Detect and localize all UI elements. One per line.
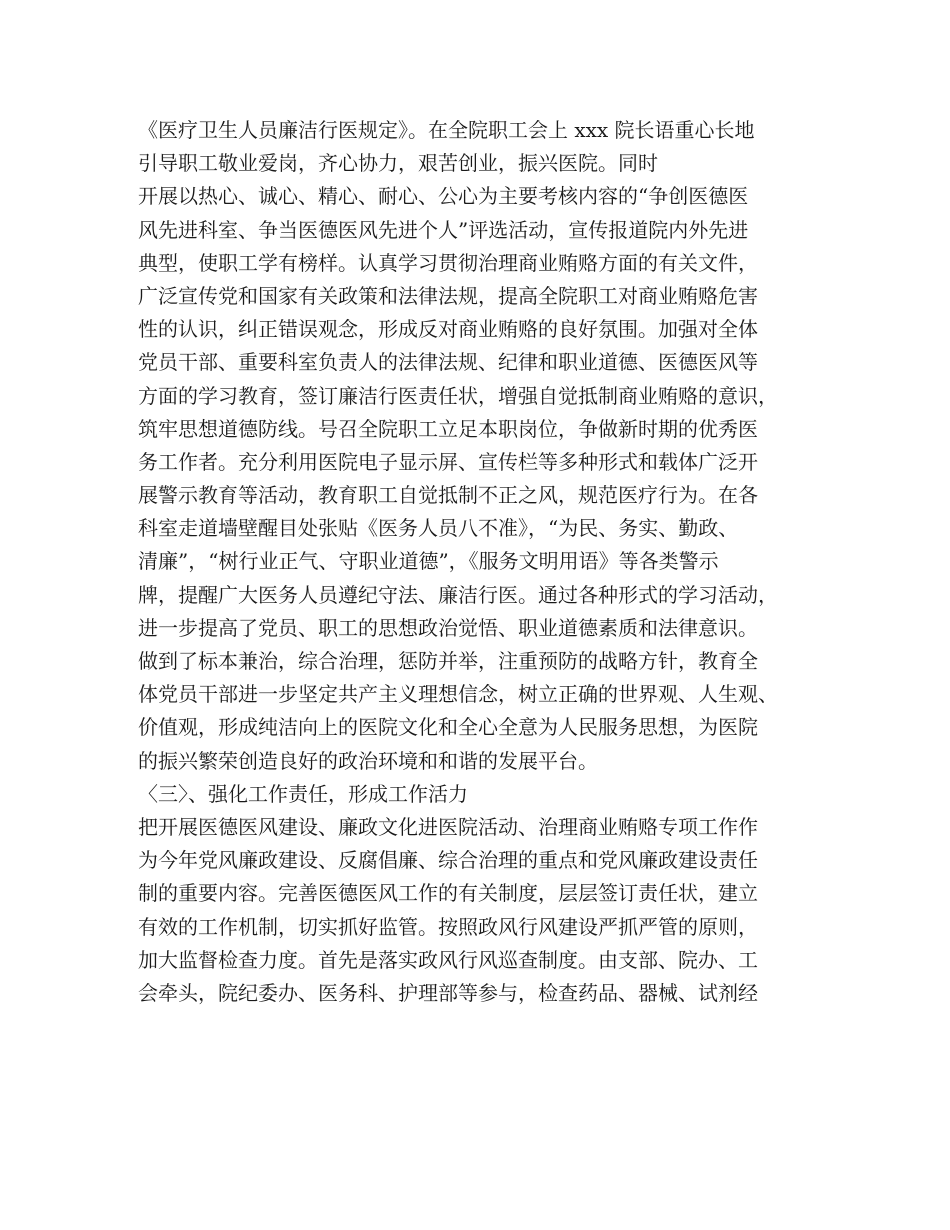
section-heading: 〈三〉、强化工作责任，形成工作活力: [138, 781, 468, 806]
text-line: 做到了标本兼治，综合治理，惩防并举，注重预防的战略方针，教育全: [138, 649, 758, 673]
text-line: 方面的学习教育，签订廉洁行医责任状，增强自觉抵制商业贿赂的意识，: [138, 383, 778, 408]
text-line: 典型，使职工学有榜样。认真学习贯彻治理商业贿赂方面的有关文件，: [138, 250, 758, 275]
body-text: [138, 114, 838, 1010]
text-line: 展警示教育等活动，教育职工自觉抵制不正之风，规范医疗行为。在各: [138, 483, 758, 508]
text-line: 广泛宣传党和国家有关政策和法律法规，提高全院职工对商业贿赂危害: [138, 283, 758, 308]
text-line: 牌，提醒广大医务人员遵纪守法、廉洁行医。通过各种形式的学习活动，: [138, 582, 778, 607]
text-line: 科室走道墙壁醒目处张贴《医务人员八不准》，“为民、务实、勤政、: [138, 516, 739, 541]
text-line: 党员干部、重要科室负责人的法律法规、纪律和职业道德、医德医风等: [138, 350, 758, 375]
text-line: 进一步提高了党员、职工的思想政治觉悟、职业道德素质和法律意识。: [138, 615, 758, 640]
text-line: 会牵头，院纪委办、医务科、护理部等参与，检查药品、器械、试剂经: [138, 980, 758, 1005]
text-line: 加大监督检查力度。首先是落实政风行风巡查制度。由支部、院办、工: [138, 947, 758, 972]
text-line: 价值观，形成纯洁向上的医院文化和全心全意为人民服务思想，为医院: [138, 715, 758, 740]
text-line: 制的重要内容。完善医德医风工作的有关制度，层层签订责任状，建立: [138, 881, 758, 906]
text-line: 清廉”，“树行业正气、守职业道德”，《服务文明用语》等各类警示: [138, 549, 719, 574]
text-line: 有效的工作机制，切实抓好监管。按照政风行风建设严抓严管的原则，: [138, 914, 758, 939]
text-line: 把开展医德医风建设、廉政文化进医院活动、治理商业贿赂专项工作作: [138, 814, 758, 839]
text-line: 的振兴繁荣创造良好的政治环境和和谐的发展平台。: [138, 748, 598, 773]
text-line: 体党员干部进一步坚定共产主义理想信念，树立正确的世界观、人生观、: [138, 682, 778, 707]
text-line: 引导职工敬业爱岗，齐心协力，艰苦创业，振兴医院。同时: [138, 151, 658, 176]
text-line: 为今年党风廉政建设、反腐倡廉、综合治理的重点和党风廉政建设责任: [138, 848, 758, 873]
text-line: 性的认识，纠正错误观念，形成反对商业贿赂的良好氛围。加强对全体: [138, 317, 758, 342]
text-line: 风先进科室、争当医德医风先进个人”评选活动，宣传报道院内外先进: [138, 217, 749, 242]
text-line: 开展以热心、诚心、精心、耐心、公心为主要考核内容的“争创医德医: [138, 184, 749, 209]
text-line: 《医疗卫生人员廉洁行医规定》。在全院职工会上 xxx 院长语重心长地: [138, 118, 755, 142]
text-line: 务工作者。充分利用医院电子显示屏、宣传栏等多种形式和载体广泛开: [138, 449, 758, 474]
text-line: 筑牢思想道德防线。号召全院职工立足本职岗位，争做新时期的优秀医: [138, 416, 758, 441]
